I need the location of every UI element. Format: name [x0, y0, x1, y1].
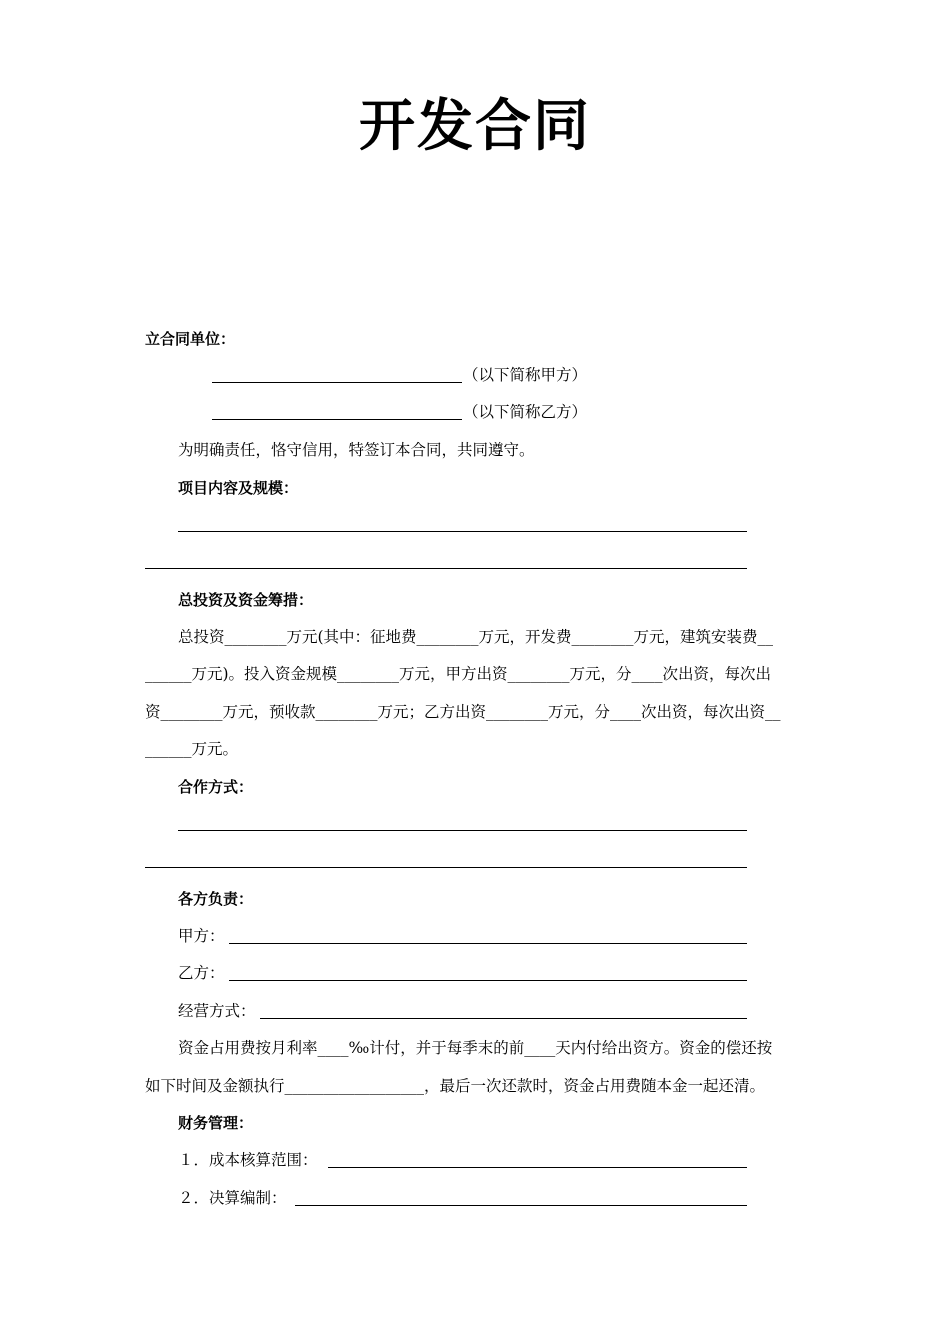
- finance-item-2-label: ２．决算编制：: [178, 1189, 287, 1207]
- party-a-responsibility-blank: [229, 943, 747, 944]
- operation-label: 经营方式：: [178, 1002, 256, 1020]
- investment-heading: 总投资及资金筹措：: [178, 591, 314, 609]
- investment-line-3: 资________万元，预收款________万元；乙方出资________万元，分____次出资，每次出资__: [145, 703, 781, 721]
- investment-line-2: ______万元)。投入资金规模________万元，甲方出资________万元，分____次出资，每次出: [145, 665, 772, 683]
- scope-heading: 项目内容及规模：: [178, 479, 299, 497]
- cooperation-blank-line-2: [145, 867, 747, 868]
- finance-item-1-blank: [328, 1167, 747, 1168]
- document-title: 开发合同: [359, 94, 591, 159]
- party-b-label: 乙方：: [178, 964, 225, 982]
- party-a-blank: [212, 382, 462, 383]
- finance-item-2-blank: [295, 1205, 747, 1206]
- investment-line-4: ______万元。: [145, 740, 239, 758]
- finance-heading: 财务管理：: [178, 1114, 254, 1132]
- party-b-responsibility-blank: [229, 980, 747, 981]
- party-b-suffix: （以下简称乙方）: [463, 403, 588, 421]
- cooperation-heading: 合作方式：: [178, 778, 254, 796]
- parties-heading: 立合同单位：: [145, 330, 236, 348]
- investment-line-1: 总投资________万元(其中：征地费________万元，开发费________万元，建筑安装费__: [178, 628, 774, 646]
- party-a-suffix: （以下简称甲方）: [463, 366, 588, 384]
- scope-blank-line-1: [178, 531, 747, 532]
- fee-line-2: 如下时间及金额执行__________________，最后一次还款时，资金占用费随本金一起还清。: [145, 1077, 766, 1095]
- fee-line-1: 资金占用费按月利率____‰计付，并于每季末的前____天内付给出资方。资金的偿还按: [178, 1039, 773, 1057]
- preamble-text: 为明确责任，恪守信用，特签订本合同，共同遵守。: [178, 441, 535, 459]
- operation-blank: [260, 1018, 747, 1019]
- party-b-blank: [212, 419, 462, 420]
- scope-blank-line-2: [145, 568, 747, 569]
- cooperation-blank-line-1: [178, 830, 747, 831]
- party-a-label: 甲方：: [178, 927, 225, 945]
- finance-item-1-label: １．成本核算范围：: [178, 1151, 318, 1169]
- responsibility-heading: 各方负责：: [178, 890, 254, 908]
